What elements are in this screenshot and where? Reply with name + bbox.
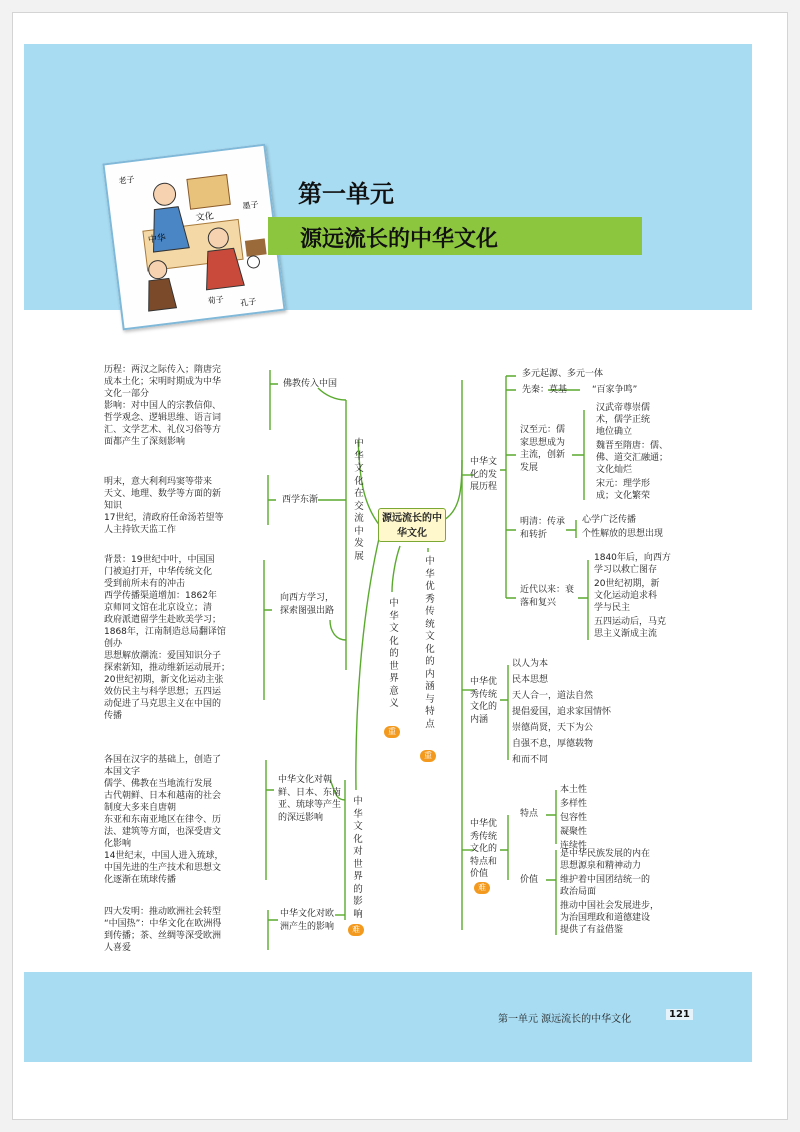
badge-hard: 难: [348, 924, 364, 936]
history-modern: 近代以来：衰落和复兴: [520, 585, 575, 608]
sub-features-value: 中华优秀传统文化的特点和价值: [470, 819, 498, 879]
unit-title: 第一单元: [298, 180, 394, 208]
features-label: 特点: [520, 809, 539, 819]
label-xunzi: 荀子: [207, 294, 225, 306]
history-preqin-note: “百家争鸣”: [592, 385, 638, 395]
sub-east-asia: 中华文化对朝鲜、日本、东南亚、琉球等产生的深远影响: [278, 775, 342, 823]
unit-subtitle: 源远流长的中华文化: [300, 227, 499, 252]
sub-europe: 中华文化对欧洲产生的影响: [280, 909, 335, 932]
badge-key-right: 重: [420, 750, 436, 762]
value-label: 价值: [520, 875, 539, 885]
branch-world-influence: 中华文化对世界的影响: [353, 796, 363, 920]
mindmap-center: 源远流长的中华文化: [378, 508, 446, 542]
history-ming-qing-note-1: 心学广泛传播: [582, 515, 637, 525]
sub-buddhism: 佛教传入中国: [282, 379, 337, 389]
sub-history: 中华文化的发展历程: [470, 457, 498, 492]
history-ming-qing: 明清：传承和转折: [520, 517, 566, 540]
badge-key: 重: [384, 726, 400, 738]
sub-western-learning: 西学东渐: [282, 495, 319, 505]
label-laozi: 老子: [118, 174, 136, 186]
badge-hard-right: 难: [474, 882, 490, 894]
sub-learn-west: 向西方学习，探索图强出路: [280, 593, 335, 616]
history-preqin: 先秦：莫基: [522, 385, 568, 395]
label-mozi: 墨子: [242, 199, 260, 211]
branch-world-meaning: 中华文化的世界意义: [389, 598, 399, 709]
page-number: 121: [666, 1009, 693, 1020]
history-ming-qing-note-2: 个性解放的思想出现: [582, 529, 664, 539]
history-origin: 多元起源、多元一体: [522, 369, 604, 379]
branch-connotation: 中华优秀传统文化的内涵与特点: [425, 556, 435, 730]
history-han-yuan: 汉至元：儒家思想成为主流，创新发展: [520, 425, 566, 473]
label-kongzi: 孔子: [239, 296, 257, 308]
label-zhonghua: 中华: [147, 233, 167, 246]
branch-exchange: 中华文化在交流中发展: [354, 438, 364, 562]
footer-unit-title: 第一单元 源远流长的中华文化: [498, 1014, 632, 1025]
label-wenhua: 文化: [195, 211, 215, 224]
sub-connotation: 中华优秀传统文化的内涵: [470, 677, 498, 725]
